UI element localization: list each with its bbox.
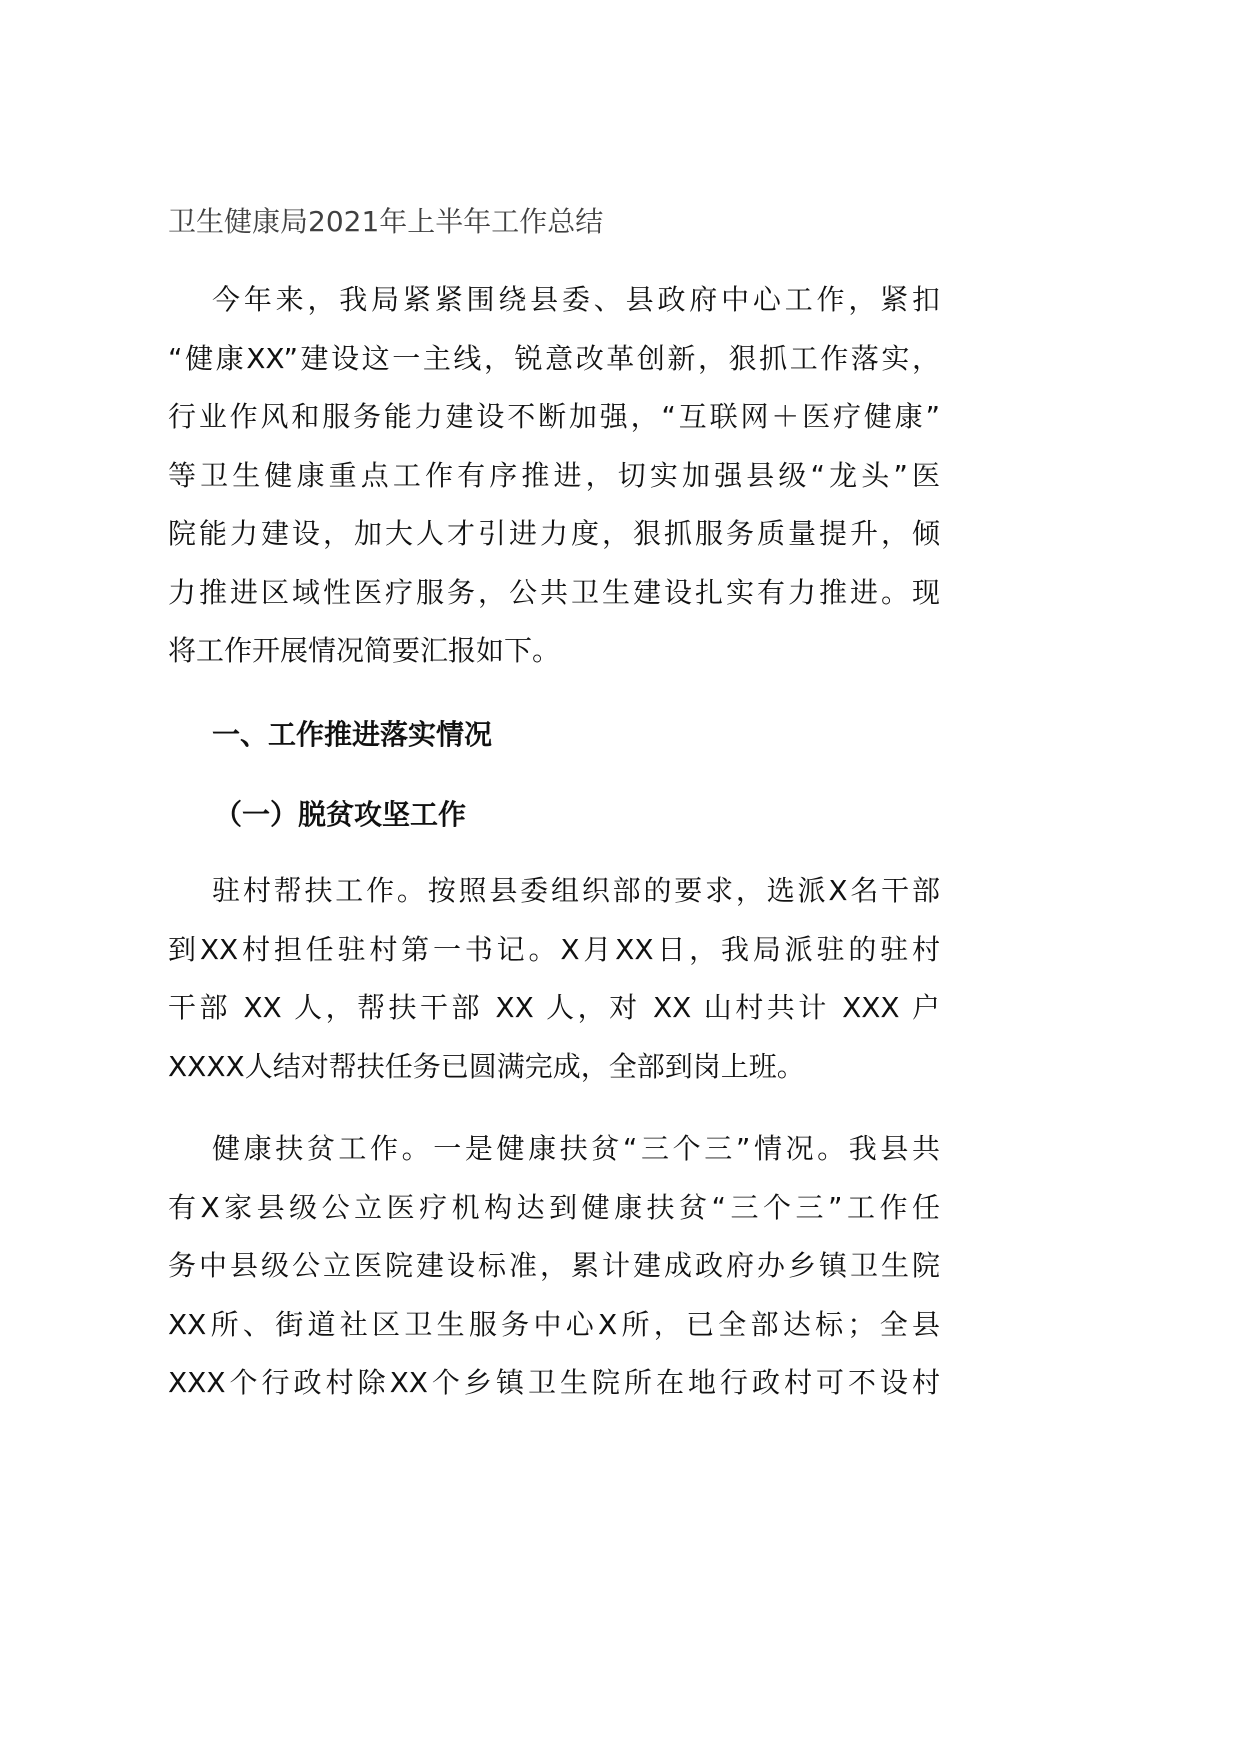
document-title: 卫生健康局2021年上半年工作总结 <box>168 205 604 238</box>
text-line: XXXX人结对帮扶任务已圆满完成，全部到岗上班。 <box>168 1049 805 1083</box>
subsection-heading: （一）脱贫攻坚工作 <box>214 798 467 831</box>
text-line: “健康XX”建设这一主线，锐意改革创新，狠抓工作落实， <box>168 341 940 375</box>
text-line: 行业作风和服务能力建设不断加强，“互联网＋医疗健康” <box>168 400 940 433</box>
text-line: 健康扶贫工作。一是健康扶贫“三个三”情况。我县共 <box>212 1132 940 1165</box>
text-line: 有X家县级公立医疗机构达到健康扶贫“三个三”工作任 <box>168 1190 940 1224</box>
section-heading: 一、工作推进落实情况 <box>212 718 493 751</box>
text-line: 务中县级公立医院建设标准，累计建成政府办乡镇卫生院 <box>168 1249 940 1282</box>
text-line: XX所、街道社区卫生服务中心X所，已全部达标；全县 <box>168 1307 940 1341</box>
paragraph-health-poverty <box>168 1120 940 1413</box>
text-line: 将工作开展情况简要汇报如下。 <box>168 634 561 667</box>
text-line: 到XX村担任驻村第一书记。X月XX日，我局派驻的驻村 <box>168 932 940 966</box>
paragraph-intro <box>168 271 940 681</box>
text-line: 院能力建设，加大人才引进力度，狠抓服务质量提升，倾 <box>168 517 940 550</box>
text-line: 今年来，我局紧紧围绕县委、县政府中心工作，紧扣 <box>212 283 940 316</box>
text-line: 驻村帮扶工作。按照县委组织部的要求，选派X名干部 <box>212 874 940 907</box>
paragraph-village-support <box>168 862 940 1096</box>
text-line: 干部 XX 人，帮扶干部 XX 人，对 XX 山村共计 XXX 户 <box>168 991 940 1024</box>
text-line: 等卫生健康重点工作有序推进，切实加强县级“龙头”医 <box>168 458 940 492</box>
text-line: XXX个行政村除XX个乡镇卫生院所在地行政村可不设村 <box>168 1366 940 1399</box>
text-line: 力推进区域性医疗服务，公共卫生建设扎实有力推进。现 <box>168 575 940 609</box>
